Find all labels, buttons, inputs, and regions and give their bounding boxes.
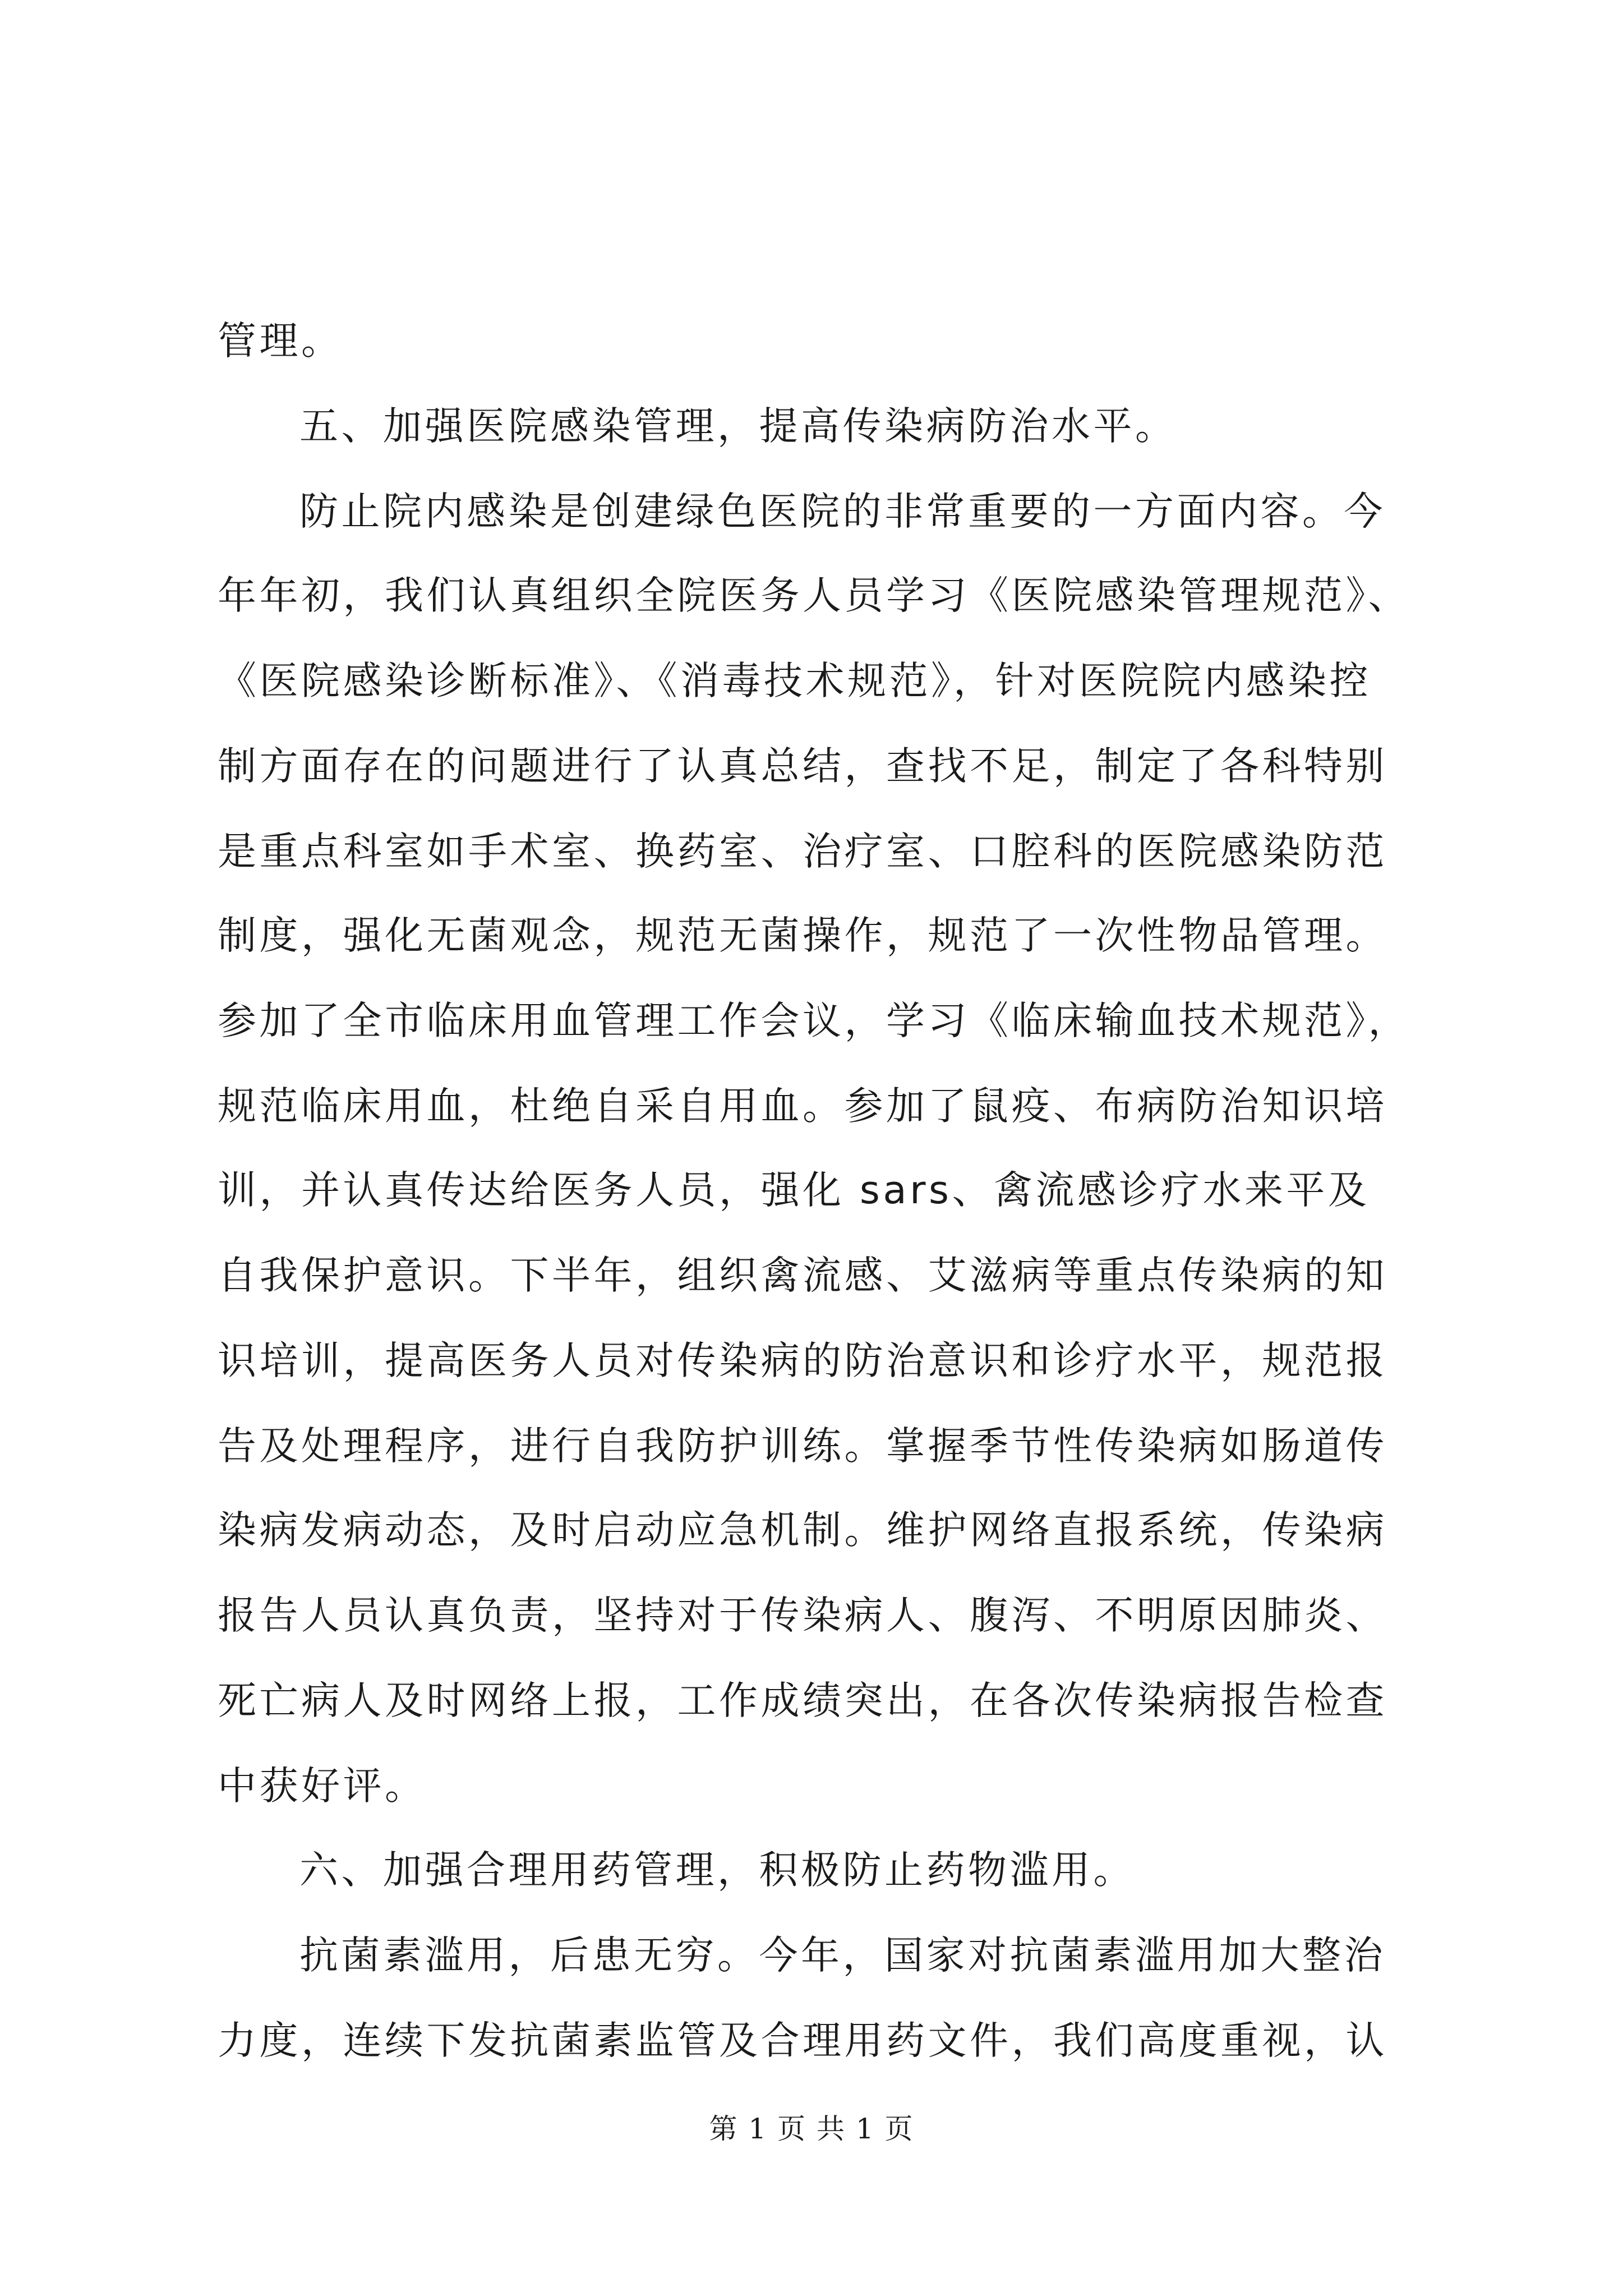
section-heading-six: 六、加强合理用药管理，积极防止药物滥用。 [299, 1848, 1135, 1893]
paragraph-line: 防止院内感染是创建绿色医院的非常重要的一方面内容。今 [299, 489, 1386, 534]
paragraph-line: 死亡病人及时网络上报，工作成绩突出，在各次传染病报告检查 [218, 1678, 1387, 1723]
paragraph-line: 告及处理程序，进行自我防护训练。掌握季节性传染病如肠道传 [218, 1424, 1387, 1469]
paragraph-line: 管理。 [218, 319, 343, 364]
paragraph-line: 制方面存在的问题进行了认真总结，查找不足，制定了各科特别 [218, 744, 1387, 789]
paragraph-line: 自我保护意识。下半年，组织禽流感、艾滋病等重点传染病的知 [218, 1253, 1387, 1298]
paragraph-line: 参加了全市临床用血管理工作会议，学习《临床输血技术规范》， [218, 999, 1410, 1043]
paragraph-line: 制度，强化无菌观念，规范无菌操作，规范了一次性物品管理。 [218, 913, 1387, 958]
paragraph-line: 训，并认真传达给医务人员，强化 sars、禽流感诊疗水来平及 [218, 1168, 1370, 1213]
paragraph-line: 中获好评。 [218, 1764, 427, 1809]
paragraph-line: 《医院感染诊断标准》、《消毒技术规范》，针对医院院内感染控 [218, 659, 1371, 703]
paragraph-line: 报告人员认真负责，坚持对于传染病人、腹泻、不明原因肺炎、 [218, 1593, 1387, 1638]
paragraph-line: 染病发病动态，及时启动应急机制。维护网络直报系统，传染病 [218, 1508, 1387, 1553]
paragraph-line: 识培训，提高医务人员对传染病的防治意识和诊疗水平，规范报 [218, 1338, 1387, 1383]
paragraph-line: 是重点科室如手术室、换药室、治疗室、口腔科的医院感染防范 [218, 829, 1387, 874]
paragraph-line: 力度，连续下发抗菌素监管及合理用药文件，我们高度重视，认 [218, 2018, 1387, 2063]
section-heading-five: 五、加强医院感染管理，提高传染病防治水平。 [299, 404, 1177, 449]
paragraph-line: 抗菌素滥用，后患无穷。今年，国家对抗菌素滥用加大整治 [299, 1933, 1386, 1978]
page-footer: 第 1 页 共 1 页 [709, 2113, 914, 2145]
paragraph-line: 年年初，我们认真组织全院医务人员学习《医院感染管理规范》、 [218, 573, 1410, 618]
paragraph-line: 规范临床用血，杜绝自采自用血。参加了鼠疫、布病防治知识培 [218, 1084, 1387, 1129]
